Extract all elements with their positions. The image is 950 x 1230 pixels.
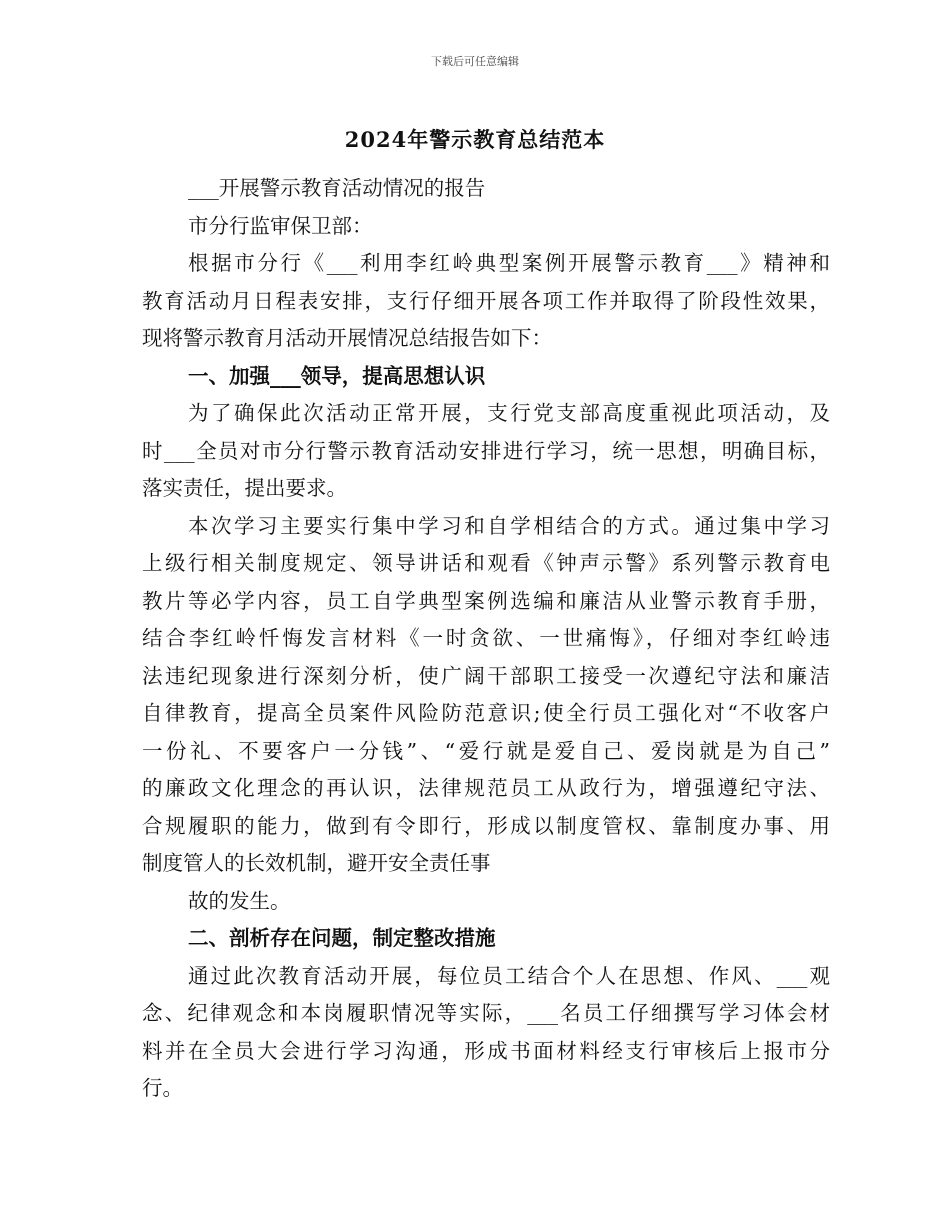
body-text-line: 为了确保此次活动正常开展，支行党支部高度重视此项活动，及 — [188, 401, 830, 425]
section-heading: 二、剖析存在问题，制定整改措施 — [188, 926, 496, 950]
body-text-line: 根据市分行《___利用李红岭典型案例开展警示教育___》精神和 — [188, 251, 830, 275]
header-note: 下载后可任意编辑 — [431, 55, 519, 68]
body-text-line: 教育活动月日程表安排，支行仔细开展各项工作并取得了阶段性效果， — [142, 288, 830, 313]
body-text-line: 上级行相关制度规定、领导讲话和观看《钟声示警》系列警示教育电 — [142, 551, 830, 575]
body-text-line: 念、纪律观念和本岗履职情况等实际，___名员工仔细撰写学习体会材 — [142, 1001, 830, 1025]
body-text-line: 制度管人的长效机制，避开安全责任事 — [142, 851, 491, 875]
body-text-line: 落实责任，提出要求。 — [142, 476, 347, 500]
body-text-line: 行。 — [142, 1076, 183, 1100]
body-text-line: ___开展警示教育活动情况的报告 — [188, 176, 486, 200]
section-heading: 一、加强___领导，提高思想认识 — [188, 363, 486, 388]
body-text-line: 时___全员对市分行警示教育活动安排进行学习，统一思想，明确目标， — [142, 438, 830, 463]
body-text-line: 市分行监审保卫部： — [188, 213, 373, 238]
document-title: 2024年警示教育总结范本 — [344, 127, 606, 152]
body-text-line: 法违纪现象进行深刻分析，使广阔干部职工接受一次遵纪守法和廉洁 — [142, 663, 830, 688]
body-text-line: 合规履职的能力，做到有令即行，形成以制度管权、靠制度办事、用 — [142, 813, 830, 838]
body-text-line: 本次学习主要实行集中学习和自学相结合的方式。通过集中学习 — [188, 513, 830, 538]
body-text-line: 现将警示教育月活动开展情况总结报告如下： — [142, 326, 552, 350]
body-text-line: 通过此次教育活动开展，每位员工结合个人在思想、作风、___观 — [188, 963, 830, 988]
body-text-line: 结合李红岭忏悔发言材料《一时贪欲、一世痛悔》，仔细对李红岭违 — [142, 626, 830, 650]
body-text-line: 自律教育，提高全员案件风险防范意识;使全行员工强化对“不收客户 — [142, 701, 830, 725]
document-body — [142, 170, 830, 1108]
body-text-line: 故的发生。 — [188, 888, 291, 913]
body-text-line: 料并在全员大会进行学习沟通，形成书面材料经支行审核后上报市分 — [142, 1038, 830, 1063]
body-text-line: 一份礼、不要客户一分钱”、“爱行就是爱自己、爱岗就是为自己” — [142, 738, 830, 763]
body-text-line: 的廉政文化理念的再认识，法律规范员工从政行为，增强遵纪守法、 — [142, 776, 830, 800]
body-text-line: 教片等必学内容，员工自学典型案例选编和廉洁从业警示教育手册， — [142, 588, 830, 613]
